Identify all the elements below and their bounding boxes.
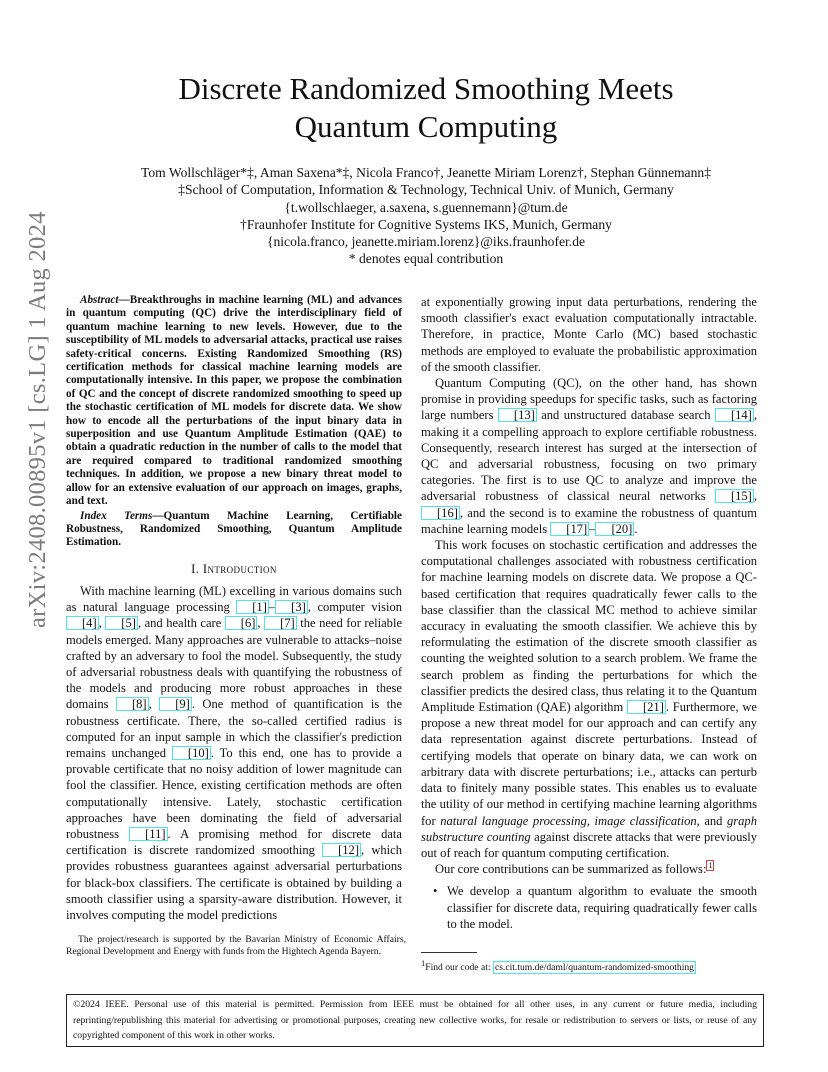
contributions-list	[421, 883, 757, 932]
citation[interactable]: [16]	[421, 506, 460, 520]
funding-footnote: The project/research is supported by the Bavarian Ministry of Economic Affairs, Regional Development and Energy with funds from the Hightech Agenda Bayern.	[66, 934, 406, 957]
intro-paragraph-1: With machine learning (ML) excelling in various domains such as natural language processing [1] – [3] , computer vision [4] , [5] , and health care [6] , [7] the need for reliable models emerged. Many approaches are vulnerable to attacks–noise crafted by an adversary to fool the model. Subsequently, the study of adversarial robustness deals with quantifying the robustness of the models and producing more robust approaches in these domains [8] , [9] . One method of quantification is the robustness certificate. There, the so-called certified radius is computed for an input sample in which the classifier's prediction remains unchanged [10] . To this end, one has to provide a provable certificate that no noisy addition of lower magnitude can fool the classifier. Hence, existing certification methods are often computationally intensive. Lately, stochastic certification approaches have been dominating the field of adversarial robustness [11] . A promising method for discrete data certification is discrete randomized smoothing [12] , which provides robustness guarantees against adversarial perturbations for black-box classifiers. The certificate is obtained by building a smooth classifier using a sparsity-aware distribution. However, it involves computing the model predictions	[66, 583, 403, 922]
index-terms-text: —Quantum Machine Learning, Certifiable Robustness, Randomized Smoothing, Quantum Amplitude Estimation.	[66, 509, 402, 549]
citation[interactable]: [11]	[129, 827, 167, 841]
citation[interactable]: [4]	[66, 616, 99, 630]
citation[interactable]: [10]	[172, 746, 211, 760]
citation[interactable]: [12]	[322, 843, 361, 857]
section-heading-introduction: I. Introduction	[191, 561, 277, 576]
intro-paragraph-1-cont: at exponentially growing input data perturbations, rendering the smooth classifier's exact evaluation computationally intractable. Therefore, in practice, Monte Carlo (MC) based stochastic methods are employed to evaluate the probabilistic approximation of the smooth classifier.	[421, 295, 757, 374]
title-line-1: Discrete Randomized Smoothing Meets	[178, 71, 674, 106]
citation[interactable]: [9]	[159, 697, 192, 711]
list-item: • We develop a quantum algorithm to evaluate the smooth classifier for discrete data, requiring quadratically fewer calls to the model.	[447, 883, 757, 932]
citation[interactable]: [20]	[595, 522, 634, 536]
citation[interactable]: [6]	[225, 616, 258, 630]
intro-paragraph-4: Our core contributions can be summarized as follows: $^1$	[435, 860, 713, 877]
abstract-text: —Breakthroughs in machine learning (ML) and advances in quantum computing (QC) drive the interdisciplinary field of quantum machine learning to new levels. However, due to the susceptibility of ML models to adversarial attacks, practical use raises safety-critical concerns. Existing Randomized Smoothing (RS) certification methods for classical machine learning models are computationally intensive. In this paper, we propose the combination of QC and the concept of discrete randomized smoothing to speed up the stochastic certification of ML models for discrete data. We show how to encode all the perturbations of the input binary data in superposition and use Quantum Amplitude Estimation (QAE) to obtain a quadratic reduction in the number of calls to the model that are required compared to traditional randomized smoothing techniques. In addition, we propose a new binary threat model to allow for an extensive evaluation of our approach on images, graphs, and text.	[66, 294, 402, 508]
footnote-separator	[421, 952, 477, 953]
code-url-link[interactable]: cs.cit.tum.de/daml/quantum-randomized-smoothing	[494, 962, 694, 974]
author-block	[70, 164, 782, 268]
intro-paragraph-3: This work focuses on stochastic certification and addresses the computational challenges associated with robustness certification for machine learning models on discrete data. We propose a QC-based certification that requires quadratically fewer calls to the base classifier than the classical MC method to achieve similar accuracy in evaluating the smooth classifier. We achieve this by reformulating the estimation of the discrete smooth classifier as counting the weighted solution to a search problem. We frame the search problem as finding the perturbations for which the classifier predicts the desired class, thus relating it to the Quantum Amplitude Estimation (QAE) algorithm [21] . Furthermore, we propose a new threat model for our approach and can certify any data representation against discrete perturbations. Instead of certifying models that operate on binary data, we can work on arbitrary data with discrete perturbations; i.e., attacks can perturb data to finitely many possible states. This enables us to evaluate the utility of our method in certifying machine learning algorithms for natural language processing, image classification, and graph substructure counting against discrete attacks that were previously out of reach for quantum computing certification.	[421, 538, 757, 860]
title-line-2: Quantum Computing	[294, 109, 558, 144]
index-terms-label: Index Terms	[80, 509, 153, 522]
paper-title	[90, 70, 762, 146]
equal-contribution-note: * denotes equal contribution	[348, 251, 504, 267]
email-fraunhofer: {nicola.franco, jeanette.miriam.lorenz}@iks.fraunhofer.de	[266, 234, 586, 250]
author-list: Tom Wollschläger*‡, Aman Saxena*‡, Nicola Franco†, Jeanette Miriam Lorenz†, Stephan Günnemann‡	[140, 165, 711, 180]
intro-paragraph-2: Quantum Computing (QC), on the other hand, has shown promise in providing speedups for specific tasks, such as factoring large numbers [13] and unstructured database search [14] , making it a compelling approach to explore certifiable robustness. Consequently, research interest has surged at the intersection of QC and adversarial robustness, focusing on two primary categories. The first is to use QC to analyze and improve the adversarial robustness of classical neural networks [15] , [16] , and the second is to examine the robustness of quantum machine learning models [17] – [20] .	[421, 376, 757, 536]
copyright-notice: ©2024 IEEE. Personal use of this material is permitted. Permission from IEEE must be obtained for all other uses, in any current or future media, including reprinting/republishing this material for advertising or promotional purposes, creating new collective works, for resale or redistribution to servers or lists, or reuse of any copyrighted component of this work in other works.	[66, 994, 764, 1047]
left-column	[66, 294, 402, 923]
affiliation-tum: ‡School of Computation, Information & Technology, Technical Univ. of Munich, Germany	[178, 182, 674, 198]
citation[interactable]: [1]	[236, 600, 269, 614]
abstract-label: Abstract	[80, 294, 119, 306]
abstract	[66, 294, 402, 509]
affiliation-fraunhofer: †Fraunhofer Institute for Cognitive Systems IKS, Munich, Germany	[240, 216, 612, 232]
arxiv-identifier: arXiv:2408.00895v1 [cs.LG] 1 Aug 2024	[24, 211, 51, 628]
citation[interactable]: [14]	[715, 408, 754, 422]
footnote-link[interactable]: 1	[708, 860, 713, 870]
right-column	[421, 294, 757, 932]
citation[interactable]: [15]	[715, 489, 754, 503]
citation[interactable]: [13]	[498, 408, 537, 422]
citation[interactable]: [21]	[627, 700, 666, 714]
citation[interactable]: [17]	[550, 522, 589, 536]
code-footnote: $^1$Find our code at: cs.cit.tum.de/daml/quantum-randomized-smoothing	[421, 958, 694, 974]
citation[interactable]: [5]	[105, 616, 138, 630]
index-terms	[66, 510, 402, 550]
code-footnote-prefix: Find our code at:	[425, 962, 493, 974]
citation[interactable]: [8]	[116, 697, 149, 711]
citation[interactable]: [3]	[275, 600, 308, 614]
citation[interactable]: [7]	[264, 616, 297, 630]
email-tum: {t.wollschlaeger, a.saxena, s.guennemann}@tum.de	[284, 199, 568, 215]
